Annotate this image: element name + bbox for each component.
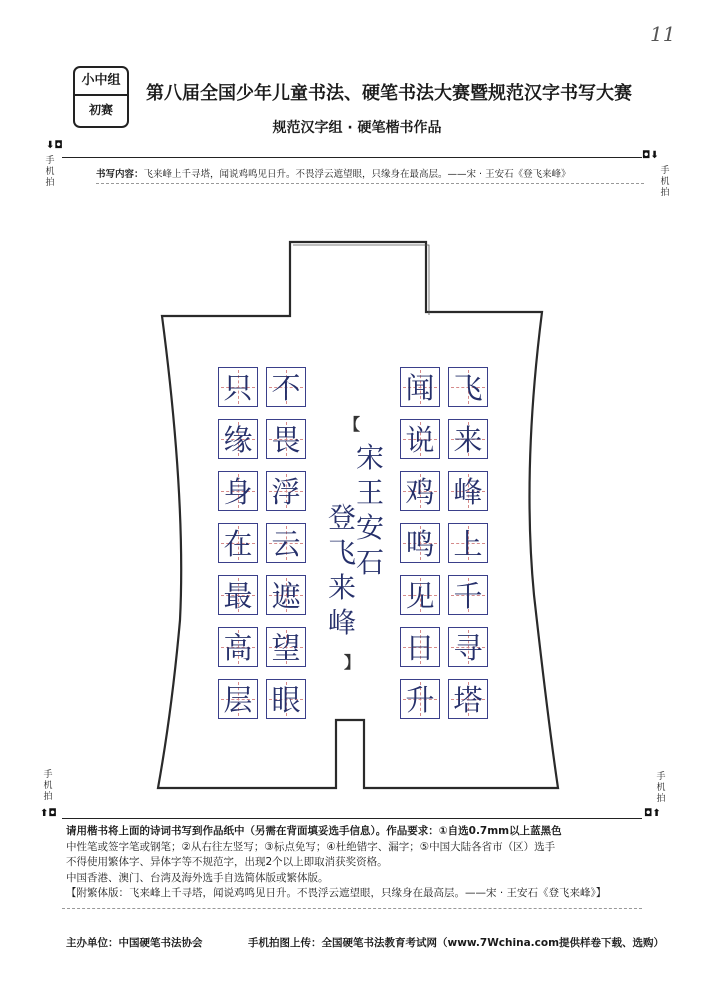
grid-cell [448,627,488,667]
signature-title [324,500,360,640]
top-rule [62,157,642,158]
grid-char: 鸣 [405,527,435,561]
writing-content-label: 书写内容： [96,169,144,180]
upload-footer: 手机拍图上传：全国硬笔书法教育考试网（www.7Wchina.com提供样卷下载、选购） [248,937,665,949]
grid-char: 层 [223,683,253,717]
grid-cell [218,367,258,407]
grid-cell [400,679,440,719]
grid-char: 畏 [271,423,301,457]
grid-char: 云 [271,527,301,561]
group-badge [73,66,129,128]
grid-char: 鸡 [405,475,435,509]
requirements-block [66,824,656,902]
grid-cell [266,471,306,511]
signature-char: 宋 [355,441,384,474]
grid-cell [448,679,488,719]
signature-char: 石 [355,546,384,579]
grid-char: 不 [271,371,301,405]
grid-char: 飞 [453,371,483,405]
grid-cell [400,627,440,667]
grid-char: 见 [405,579,435,613]
grid-cell [448,419,488,459]
signature-char: 来 [327,571,356,604]
grid-char: 缘 [223,423,253,457]
requirements-line: 中国香港、澳门、台湾及海外选手自选简体版或繁体版。 [66,871,329,884]
grid-cell [218,523,258,563]
grid-cell [448,523,488,563]
grid-cell [218,679,258,719]
grid-cell [266,419,306,459]
grid-char: 千 [453,579,483,613]
organizer-footer: 主办单位：中国硬笔书法协会 [66,937,203,949]
grid-cell [218,627,258,667]
grid-char: 高 [223,631,253,665]
grid-char: 望 [271,631,301,665]
signature-char: 登 [327,501,356,534]
grid-char: 说 [405,423,435,457]
grid-cell [218,575,258,615]
camera-marker-bottom-left-icon: ⬆◘ [40,808,57,819]
grid-char: 升 [405,683,435,717]
grid-char: 峰 [453,475,483,509]
competition-title: 第八届全国少年儿童书法、硬笔书法大赛暨规范汉字书写大赛 [146,83,632,104]
group-label: 小中组 [75,68,127,96]
grid-char: 塔 [453,683,483,717]
grid-char: 身 [223,475,253,509]
signature-bracket-close: 】 [343,653,360,672]
grid-cell [266,627,306,667]
category-subtitle: 规范汉字组 · 硬笔楷书作品 [272,120,442,136]
bottom-rule [62,818,642,819]
signature-char: 王 [355,476,384,509]
grid-cell [266,523,306,563]
grid-char: 眼 [271,683,301,717]
grid-cell [400,523,440,563]
grid-cell [400,419,440,459]
camera-marker-top-right-icon: ◘⬇ [642,150,659,161]
content-underline [96,183,644,184]
grid-char: 在 [223,527,253,561]
phone-label-bottom-left: 手 机 拍 [43,770,53,802]
grid-char: 最 [223,579,253,613]
grid-cell [448,367,488,407]
writing-content [96,166,656,180]
traditional-version-line: 【附繁体版：飞来峰上千寻塔，闻说鸡鸣见日升。不畏浮云遮望眼，只缘身在最高层。——宋 · 王安石《登飞来峰》】 [66,887,607,899]
signature-bracket-open: 【 [343,415,360,434]
grid-cell [448,471,488,511]
grid-cell [448,575,488,615]
camera-marker-top-left-icon: ⬇◘ [46,140,63,151]
phone-label-top-left: 手 机 拍 [45,156,55,188]
grid-cell [266,575,306,615]
requirements-line: 中性笔或签字笔或钢笔；②从右往左竖写；③标点免写；④杜绝错字、漏字；⑤中国大陆各省市（区）选手 [66,840,556,853]
grid-cell [266,367,306,407]
grid-cell [218,419,258,459]
grid-cell [400,575,440,615]
grid-cell [400,471,440,511]
grid-char: 只 [223,371,253,405]
requirements-divider [62,908,642,909]
requirements-line: 不得使用繁体字、异体字等不规范字，出现2个以上即取消获奖资格。 [66,856,388,868]
round-label: 初赛 [88,103,113,117]
phone-label-bottom-right: 手 机 拍 [656,772,666,804]
grid-char: 遮 [271,579,301,613]
grid-char: 来 [453,423,483,457]
grid-char: 浮 [271,475,301,509]
grid-char: 闻 [405,371,435,405]
requirements-line: 请用楷书将上面的诗词书写到作品纸中（另需在背面填妥选手信息）。作品要求：①自选0.7mm以上蓝黑色 [66,825,562,837]
signature-char: 峰 [327,606,356,639]
signature-char: 飞 [327,536,356,569]
grid-char: 上 [453,527,483,561]
grid-cell [400,367,440,407]
grid-char: 寻 [453,631,483,665]
grid-cell [218,471,258,511]
signature-char: 安 [355,511,384,544]
writing-content-text: 飞来峰上千寻塔，闻说鸡鸣见日升。不畏浮云遮望眼，只缘身在最高层。——宋 · 王安石《登飞来峰》 [143,169,571,180]
camera-marker-bottom-right-icon: ◘⬆ [644,808,661,819]
phone-label-top-right: 手 机 拍 [660,166,670,198]
page-number: 11 [650,22,676,46]
grid-cell [266,679,306,719]
grid-char: 日 [405,631,435,665]
